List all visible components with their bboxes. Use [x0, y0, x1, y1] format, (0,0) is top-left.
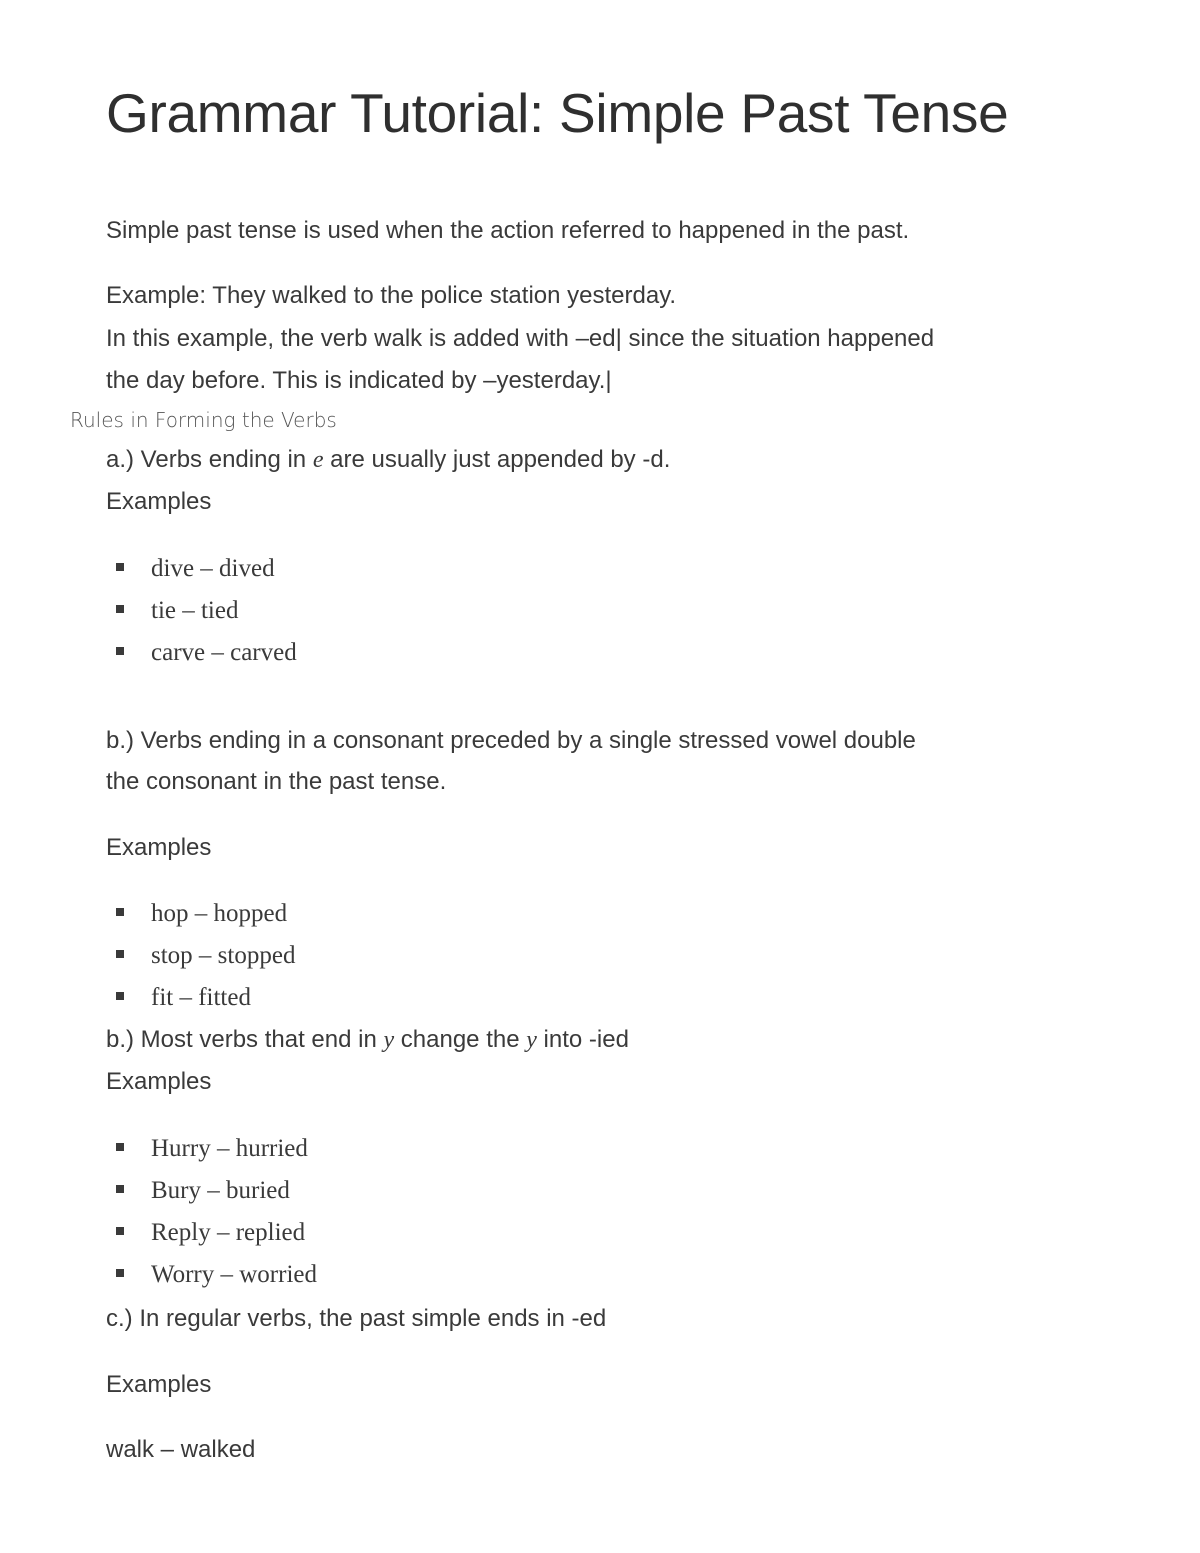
rule-a-prefix: a.) Verbs ending in	[106, 446, 313, 473]
list-item-text: stop – stopped	[151, 942, 296, 969]
rule-b2-suffix: into -ied	[536, 1026, 629, 1053]
bullet-square-icon	[116, 605, 124, 613]
rules-heading: Rules in Forming the Verbs	[70, 408, 337, 432]
intro-paragraph: Simple past tense is used when the action referred to happened in the past.	[106, 217, 910, 244]
list-item-text: dive – dived	[151, 555, 275, 582]
list-item-text: Bury – buried	[151, 1177, 290, 1204]
bullet-square-icon	[116, 647, 124, 655]
list-item-text: Worry – worried	[151, 1261, 317, 1288]
rule-a-text	[106, 445, 670, 475]
rule-c-example: walk – walked	[106, 1436, 256, 1463]
rule-b1-examples-label: Examples	[106, 834, 212, 861]
list-item-text: Hurry – hurried	[151, 1135, 308, 1162]
bullet-square-icon	[116, 1227, 124, 1235]
list-item-text: Reply – replied	[151, 1219, 306, 1246]
bullet-square-icon	[116, 1185, 124, 1193]
rule-c-text: c.) In regular verbs, the past simple ends in -ed	[106, 1305, 607, 1332]
bullet-square-icon	[116, 1269, 124, 1277]
rule-b2-examples-label: Examples	[106, 1068, 212, 1095]
rule-b2-letter: y	[383, 1027, 395, 1053]
list-item-text: carve – carved	[151, 639, 297, 666]
rule-b2-prefix: b.) Most verbs that end in	[106, 1026, 384, 1053]
rule-b1-line: the consonant in the past tense.	[106, 768, 447, 795]
rule-a-examples-label: Examples	[106, 488, 212, 515]
rule-a-letter: e	[312, 447, 324, 473]
rule-c-examples-label: Examples	[106, 1371, 212, 1398]
bullet-square-icon	[116, 1143, 124, 1151]
explanation-line: the day before. This is indicated by ‒yesterday.|	[106, 367, 612, 394]
list-item-text: tie – tied	[151, 597, 239, 624]
rule-b2-middle: change the	[394, 1026, 527, 1053]
rule-a-suffix: are usually just appended by -d.	[323, 446, 671, 473]
page-title: Grammar Tutorial: Simple Past Tense	[106, 82, 1009, 144]
example-sentence: Example: They walked to the police station yesterday.	[106, 282, 677, 309]
rule-b1-line: b.) Verbs ending in a consonant preceded by a single stressed vowel double	[106, 727, 916, 754]
bullet-square-icon	[116, 908, 124, 916]
bullet-square-icon	[116, 950, 124, 958]
rule-b2-letter: y	[526, 1027, 537, 1053]
list-item-text: fit – fitted	[151, 984, 251, 1011]
rule-b2-text	[106, 1025, 629, 1055]
bullet-square-icon	[116, 563, 124, 571]
explanation-line: In this example, the verb walk is added with ‒ed| since the situation happened	[106, 325, 935, 352]
list-item-text: hop – hopped	[151, 900, 288, 927]
bullet-square-icon	[116, 992, 124, 1000]
